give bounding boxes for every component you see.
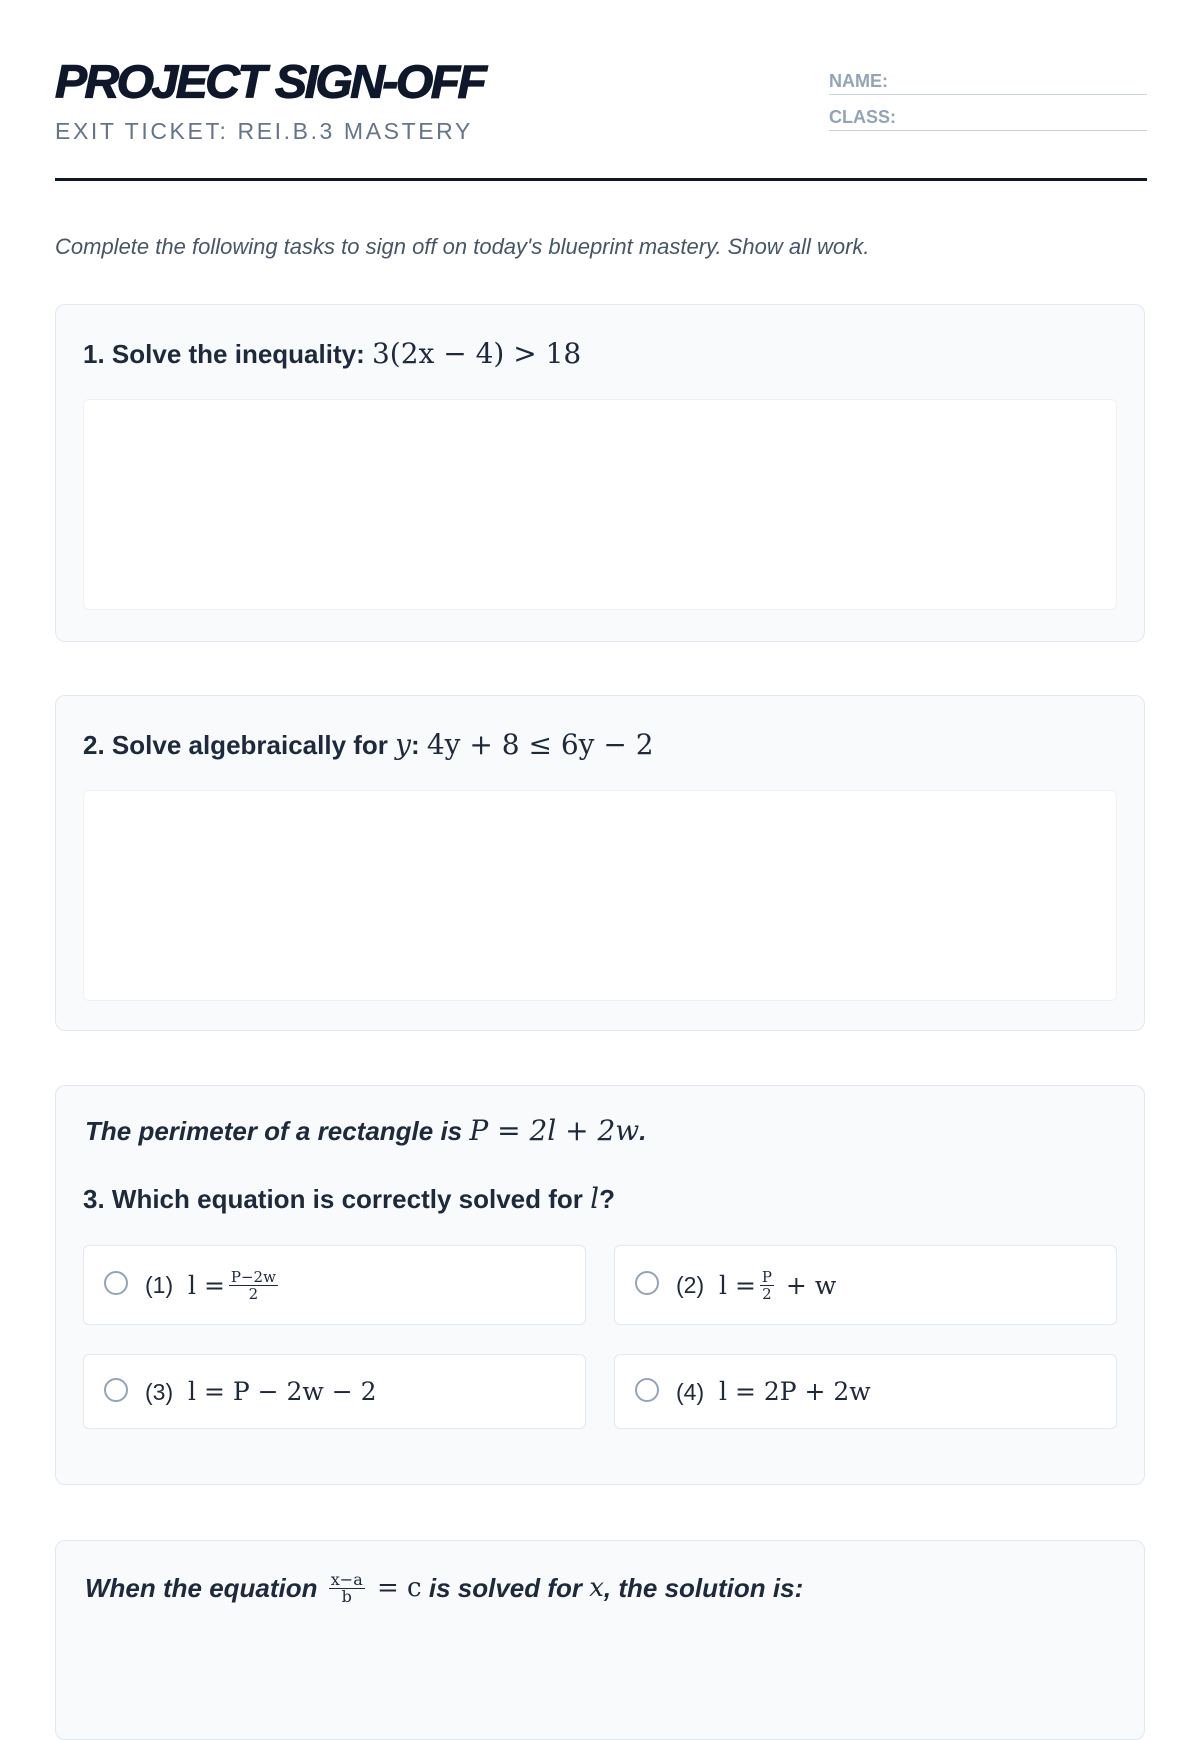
question-3-variable [590, 1182, 599, 1215]
exit-ticket-page [55, 0, 1147, 1606]
question-2-var: y [395, 728, 411, 761]
instructions: Complete the following tasks to sign off on today's blueprint mastery. Show all work. [55, 234, 870, 259]
choice-1-number: (1) [145, 1272, 174, 1298]
question-1-text: 1. Solve the inequality: [83, 339, 372, 369]
page-subtitle: EXIT TICKET: REI.B.3 MASTERY [55, 118, 473, 144]
choice-2[interactable] [614, 1245, 1117, 1325]
radio-choice-1[interactable] [104, 1271, 128, 1295]
name-label: NAME: [829, 71, 888, 91]
question-card-2 [55, 695, 1145, 1031]
question-3-text: 3. Which equation is correctly solved for [83, 1184, 591, 1214]
choice-2-denominator: 2 [762, 1284, 772, 1303]
choice-4-expression: l = 2P + 2w [719, 1377, 871, 1406]
header [55, 0, 1147, 181]
question-2-label [83, 728, 654, 762]
question-4-var: x [589, 1573, 604, 1603]
question-3-var: l [590, 1182, 600, 1215]
question-3-qmark: ? [599, 1184, 615, 1214]
choice-1-numerator: P−2w [230, 1267, 276, 1286]
choice-2-expression [719, 1267, 836, 1303]
question-2-variable [395, 728, 411, 761]
choice-1-lhs: l = [188, 1270, 225, 1300]
choice-2-rest: + w [777, 1270, 837, 1300]
question-2-separator: : [410, 730, 427, 760]
choice-1-fraction [229, 1269, 278, 1302]
question-1-expression: 3(2x − 4) > 18 [371, 337, 582, 370]
question-4-stem-text: When the equation [85, 1573, 325, 1603]
name-field[interactable] [829, 68, 1147, 95]
question-3-stem-period: . [639, 1116, 647, 1146]
choice-1[interactable] [83, 1245, 586, 1325]
choice-2-number: (2) [676, 1272, 705, 1298]
question-2-text: 2. Solve algebraically for [83, 730, 396, 760]
question-2-expression: 4y + 8 ≤ 6y − 2 [426, 728, 654, 761]
question-4-numerator: x−a [330, 1569, 363, 1589]
question-3-label [83, 1182, 615, 1216]
radio-choice-2[interactable] [635, 1271, 659, 1295]
question-4-middle-text: is solved for [421, 1573, 590, 1603]
answer-box-2[interactable] [83, 790, 1117, 1001]
question-4-denominator: b [341, 1586, 352, 1606]
question-4-equals: = c [368, 1573, 422, 1603]
choice-2-lhs: l = [719, 1270, 756, 1300]
radio-choice-4[interactable] [635, 1378, 659, 1402]
choice-2-fraction [760, 1269, 774, 1302]
question-3-stem-text: The perimeter of a rectangle is [85, 1116, 470, 1146]
choice-3-number: (3) [145, 1378, 174, 1405]
choice-4[interactable] [614, 1354, 1117, 1429]
radio-choice-3[interactable] [104, 1378, 128, 1402]
question-3-stem [85, 1114, 647, 1148]
page-title: PROJECT SIGN-OFF [55, 57, 485, 108]
choice-1-expression [188, 1267, 282, 1303]
choice-3[interactable] [83, 1354, 586, 1429]
choice-1-denominator: 2 [248, 1284, 259, 1303]
question-3-stem-formula: P = 2l + 2w [469, 1114, 640, 1147]
question-card-3 [55, 1085, 1145, 1485]
question-card-1 [55, 304, 1145, 642]
choice-2-numerator: P [761, 1267, 772, 1286]
answer-box-1[interactable] [83, 399, 1117, 610]
class-field[interactable] [829, 104, 1147, 131]
choice-3-expression: l = P − 2w − 2 [188, 1377, 377, 1406]
question-4-suffix: , the solution is: [603, 1573, 804, 1603]
choice-4-number: (4) [676, 1378, 705, 1405]
class-label: CLASS: [829, 107, 896, 127]
question-1-label [83, 337, 581, 371]
question-card-4 [55, 1540, 1145, 1740]
